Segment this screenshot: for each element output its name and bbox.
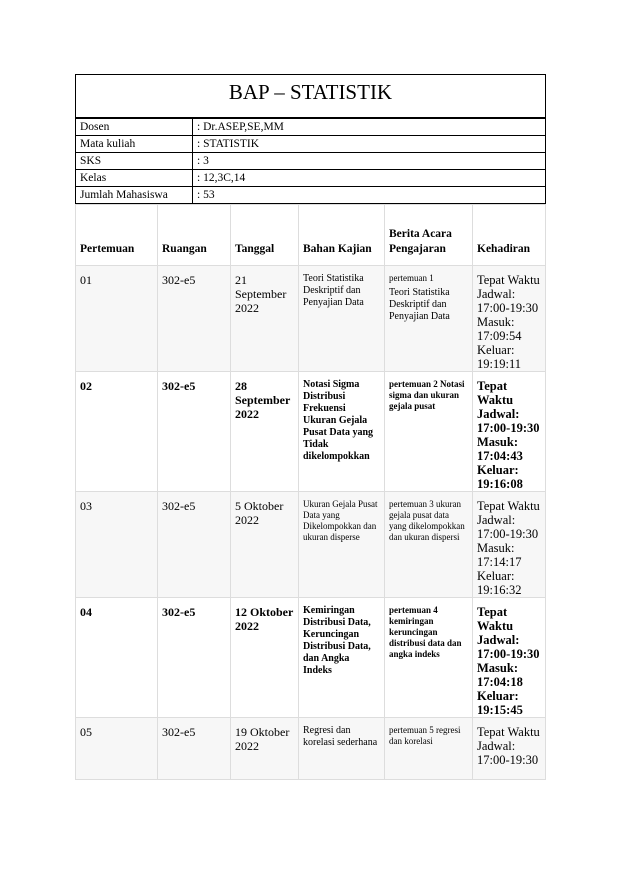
attendance-schedule-time: 17:00-19:30	[477, 527, 539, 541]
info-row	[76, 170, 546, 187]
attendance-schedule-label: Jadwal:	[477, 407, 520, 421]
attendance-schedule-time: 17:00-19:30	[477, 421, 540, 435]
attendance-out-time: 19:15:45	[477, 703, 523, 717]
info-value: : 12,3C,14	[193, 170, 546, 187]
course-info-table	[75, 118, 546, 204]
cell-ruangan: 302-e5	[158, 372, 231, 492]
attendance-in-time: 17:14:17	[477, 555, 522, 569]
cell-berita-acara	[385, 492, 473, 598]
attendance-status: Tepat Waktu	[477, 605, 514, 633]
header-ruangan: Ruangan	[158, 205, 231, 266]
berita-text: Teori Statistika Deskriptif dan Penyajian Data	[389, 287, 450, 322]
header-berita-acara: Berita Acara Pengajaran	[385, 205, 473, 266]
cell-ruangan: 302-e5	[158, 718, 231, 780]
info-label: Dosen	[76, 119, 193, 136]
attendance-out-time: 19:16:32	[477, 583, 522, 597]
table-row	[76, 718, 546, 780]
attendance-out-label: Keluar:	[477, 343, 515, 357]
attendance-schedule-label: Jadwal:	[477, 633, 520, 647]
cell-pertemuan: 03	[76, 492, 158, 598]
table-row	[76, 372, 546, 492]
attendance-status: Tepat Waktu	[477, 725, 540, 739]
table-row	[76, 492, 546, 598]
cell-bahan-kajian: Notasi Sigma Distribusi Frekuensi Ukuran Gejala Pusat Data yang Tidak dikelompokkan	[299, 372, 385, 492]
berita-text: pertemuan 2 Notasi sigma dan ukuran gejala pusat	[389, 379, 465, 411]
info-value: : 3	[193, 153, 546, 170]
cell-kehadiran	[473, 718, 546, 780]
berita-text: pertemuan 4 kemiringan keruncingan distribusi data dan angka indeks	[389, 605, 462, 659]
attendance-status: Tepat Waktu	[477, 273, 540, 287]
attendance-schedule-label: Jadwal:	[477, 287, 516, 301]
cell-ruangan: 302-e5	[158, 598, 231, 718]
attendance-in-time: 17:04:18	[477, 675, 523, 689]
attendance-schedule-time: 17:00-19:30	[477, 647, 540, 661]
cell-pertemuan: 01	[76, 266, 158, 372]
cell-berita-acara	[385, 266, 473, 372]
cell-bahan-kajian: Ukuran Gejala Pusat Data yang Dikelompokkan dan ukuran disperse	[299, 492, 385, 598]
info-label: Kelas	[76, 170, 193, 187]
cell-berita-acara	[385, 372, 473, 492]
document-title: BAP – STATISTIK	[75, 74, 546, 118]
cell-tanggal: 28 September 2022	[231, 372, 299, 492]
info-row	[76, 153, 546, 170]
attendance-in-time: 17:09:54	[477, 329, 522, 343]
attendance-out-time: 19:16:08	[477, 477, 523, 491]
attendance-out-label: Keluar:	[477, 689, 519, 703]
info-label: Mata kuliah	[76, 136, 193, 153]
berita-text: pertemuan 3 ukuran gejala pusat data yang dikelompokkan dan ukuran dispersi	[389, 499, 465, 542]
info-label: SKS	[76, 153, 193, 170]
cell-ruangan: 302-e5	[158, 266, 231, 372]
info-row	[76, 136, 546, 153]
info-value: : Dr.ASEP,SE,MM	[193, 119, 546, 136]
cell-tanggal: 5 Oktober 2022	[231, 492, 299, 598]
attendance-schedule-label: Jadwal:	[477, 513, 516, 527]
attendance-schedule-time: 17:00-19:30	[477, 753, 539, 767]
info-row	[76, 187, 546, 204]
table-row	[76, 598, 546, 718]
attendance-status: Tepat Waktu	[477, 499, 540, 513]
info-value: : STATISTIK	[193, 136, 546, 153]
attendance-out-time: 19:19:11	[477, 357, 521, 371]
cell-bahan-kajian: Regresi dan korelasi sederhana	[299, 718, 385, 780]
berita-heading: pertemuan 1	[389, 273, 434, 283]
attendance-status: Tepat Waktu	[477, 379, 514, 407]
cell-kehadiran	[473, 372, 546, 492]
cell-kehadiran	[473, 266, 546, 372]
header-pertemuan: Pertemuan	[76, 205, 158, 266]
cell-tanggal: 12 Oktober 2022	[231, 598, 299, 718]
info-row	[76, 119, 546, 136]
table-row	[76, 266, 546, 372]
info-label: Jumlah Mahasiswa	[76, 187, 193, 204]
cell-kehadiran	[473, 598, 546, 718]
cell-pertemuan: 04	[76, 598, 158, 718]
header-kehadiran: Kehadiran	[473, 205, 546, 266]
attendance-in-label: Masuk:	[477, 435, 518, 449]
attendance-schedule-label: Jadwal:	[477, 739, 516, 753]
attendance-out-label: Keluar:	[477, 463, 519, 477]
attendance-schedule-time: 17:00-19:30	[477, 301, 539, 315]
schedule-header-row	[76, 205, 546, 266]
attendance-out-label: Keluar:	[477, 569, 515, 583]
schedule-table	[75, 204, 546, 780]
attendance-in-time: 17:04:43	[477, 449, 523, 463]
info-value: : 53	[193, 187, 546, 204]
cell-tanggal: 21 September 2022	[231, 266, 299, 372]
cell-pertemuan: 05	[76, 718, 158, 780]
attendance-in-label: Masuk:	[477, 541, 515, 555]
cell-berita-acara	[385, 598, 473, 718]
cell-bahan-kajian: Teori Statistika Deskriptif dan Penyajian Data	[299, 266, 385, 372]
attendance-in-label: Masuk:	[477, 315, 515, 329]
header-bahan-kajian: Bahan Kajian	[299, 205, 385, 266]
cell-bahan-kajian: Kemiringan Distribusi Data, Keruncingan Distribusi Data, dan Angka Indeks	[299, 598, 385, 718]
document-page	[75, 74, 546, 780]
cell-tanggal: 19 Oktober 2022	[231, 718, 299, 780]
cell-ruangan: 302-e5	[158, 492, 231, 598]
cell-berita-acara	[385, 718, 473, 780]
attendance-in-label: Masuk:	[477, 661, 518, 675]
cell-kehadiran	[473, 492, 546, 598]
cell-pertemuan: 02	[76, 372, 158, 492]
berita-text: pertemuan 5 regresi dan korelasi	[389, 725, 461, 746]
header-tanggal: Tanggal	[231, 205, 299, 266]
